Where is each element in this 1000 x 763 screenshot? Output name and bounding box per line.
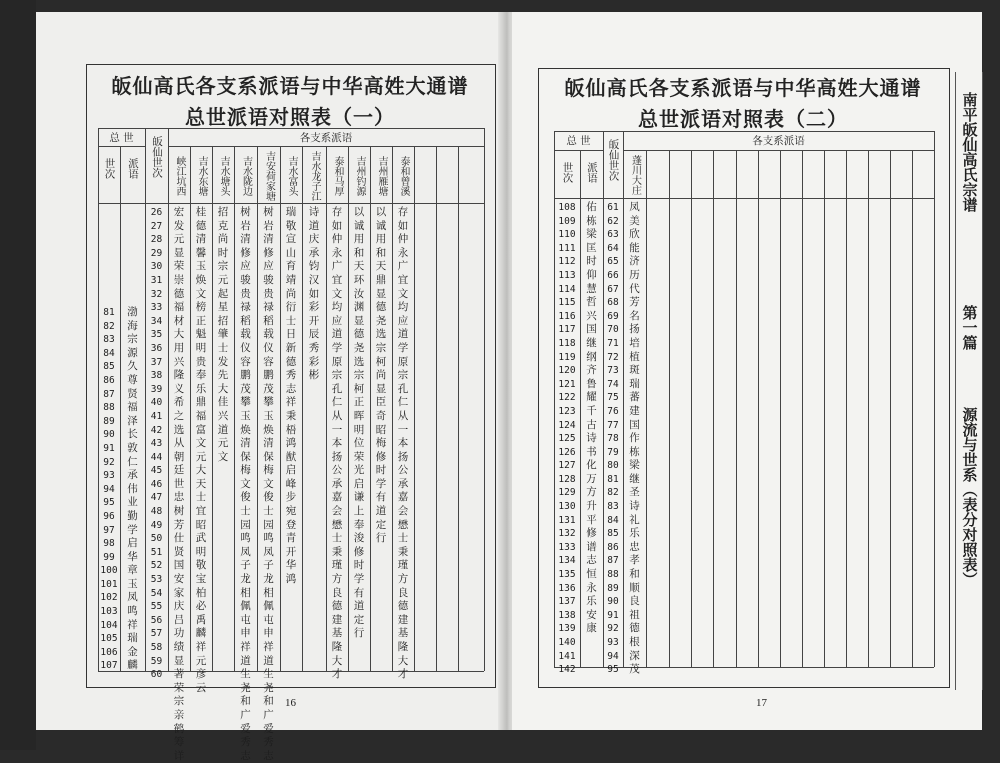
left-header-branches: 各支系派语 xyxy=(299,132,353,144)
right-branch-values-0: 凤美欣能济历代芳名扬培植斑瑞蕃建国作栋梁继圣诗礼乐忠孝和顺良祖德根深茂 xyxy=(629,201,640,676)
book-side-name: 南平皈仙高氏宗谱 xyxy=(960,92,979,212)
left-vline-16 xyxy=(436,146,437,671)
left-branch-header-10: 泰和曾溪 xyxy=(398,155,409,196)
left-branch-values-4: 树岩清修应骏贵禄稻载仪容鹏茂攀玉焕清保梅文俊士园鸣凤子龙相佩屯申祥道生尧和广爱秀志 xyxy=(263,206,274,762)
right-vline-12 xyxy=(802,150,803,667)
right-paiyu-values: 佑栋梁匡时仰慧哲兴国继纲齐鲁耀千古诗书化万方升平修谱志恒永乐安康 xyxy=(586,201,597,635)
left-header-zongshi: 总 世 xyxy=(109,132,134,144)
right-vline-11 xyxy=(780,150,781,667)
left-vline-17 xyxy=(458,146,459,671)
right-col-shici-header: 世次 xyxy=(561,162,574,183)
left-title-line2: 总世派语对照表（一） xyxy=(185,105,395,129)
left-col-shici-header: 世次 xyxy=(103,158,116,179)
right-vline-14 xyxy=(846,150,847,667)
left-vline-13 xyxy=(370,146,371,671)
left-vline-6 xyxy=(212,146,213,671)
right-line-hdr xyxy=(554,198,934,199)
book-side-chapter: 第一篇 xyxy=(960,304,979,350)
left-vline-11 xyxy=(326,146,327,671)
right-vline-18 xyxy=(934,131,935,667)
left-branch-header-5: 吉水富头 xyxy=(286,155,297,196)
right-line-top xyxy=(554,131,934,132)
right-title-line1: 皈仙高氏各支系派语与中华高姓大通谱 xyxy=(564,76,922,100)
left-branch-header-3: 吉水陇边 xyxy=(240,155,252,196)
left-branch-header-7: 泰和马厚 xyxy=(332,155,343,196)
book-side-section: 源流与世系（表分对照表） xyxy=(960,407,979,587)
left-col-paiyu-header: 派语 xyxy=(127,158,139,179)
book-side-title xyxy=(955,72,983,690)
right-header-zongshi: 总 世 xyxy=(566,135,591,147)
right-guixian-values: 61 62 63 64 65 66 67 68 69 70 71 72 73 74 75 76 77 78 79 80 81 82 83 84 85 86 87 88 89 90 91 92 93 94 95 xyxy=(607,202,619,676)
left-branch-values-2: 招克尚时宗元起星招肇士发先大佳兴道元文 xyxy=(217,206,229,463)
right-table-frame xyxy=(538,68,950,688)
right-vline-15 xyxy=(868,150,869,667)
left-vline-9 xyxy=(280,146,281,671)
right-vline-9 xyxy=(736,150,737,667)
right-title xyxy=(538,72,948,132)
left-page-number: 16 xyxy=(285,697,296,709)
right-vline-5 xyxy=(646,150,647,667)
right-title-line2: 总世派语对照表（二） xyxy=(638,107,848,131)
left-branch-values-6: 诗道庆承钧汉如彩开辰秀彩彬 xyxy=(308,206,320,382)
left-line-mid xyxy=(98,146,145,147)
left-branch-values-10: 存如仲永广宜文均应道学原宗孔仁从一本扬公承嘉会懋士秉瑾方良德建基隆大才 xyxy=(397,206,409,681)
left-vline-15 xyxy=(414,146,415,671)
left-line-top xyxy=(98,128,484,129)
left-vline-12 xyxy=(348,146,349,671)
right-vline-1 xyxy=(580,150,581,667)
left-vline-18 xyxy=(484,128,485,671)
left-vline-1 xyxy=(120,146,121,671)
left-branch-values-0: 宏发元显荣崇德福材大用兴隆义希之选从朝廷世忠树芳仕贤国安家庆吕功绩显著荣宗亲鹤筹详 xyxy=(173,206,185,762)
left-shici-values: 81 82 83 84 85 86 87 88 89 90 91 92 93 94 95 96 97 98 99 100 101 102 103 104 105 106 107 xyxy=(100,307,118,672)
left-vline-5 xyxy=(190,146,191,671)
right-vline-8 xyxy=(713,150,714,667)
left-branch-header-2: 吉水塘头 xyxy=(218,155,229,196)
right-vline-16 xyxy=(890,150,891,667)
right-vline-13 xyxy=(824,150,825,667)
right-page-number: 17 xyxy=(756,697,767,709)
left-guixian-values: 26 27 28 29 30 31 32 33 34 35 36 37 38 39 40 41 42 43 44 45 46 47 48 49 50 51 52 53 54 55 56 57 58 59 60 xyxy=(150,207,163,681)
right-col-guixian-header: 皈仙世次 xyxy=(607,139,620,181)
right-col-paiyu-header: 派语 xyxy=(586,162,598,183)
left-branch-header-4: 吉安荷家塘 xyxy=(263,150,275,201)
left-branch-header-8: 吉州钓源 xyxy=(354,155,365,196)
left-vline-7 xyxy=(234,146,235,671)
left-branch-values-9: 以诚用和天鼎显德尧选宗柯尚显臣奇昭梅修时学有道定行 xyxy=(375,206,387,545)
left-branch-header-1: 吉水东塘 xyxy=(196,155,207,196)
right-branch-header-0: 蓬川大庄 xyxy=(629,155,641,195)
left-branch-values-7: 存如仲永广宜文均应道学原宗孔仁从一本扬公承嘉会懋士秉瑾方良德建基隆大才 xyxy=(331,206,343,681)
left-branch-header-6: 吉水龙子江 xyxy=(309,150,320,201)
right-vline-6 xyxy=(669,150,670,667)
left-branch-values-3: 树岩清修应骏贵禄稻载仪容鹏茂攀玉焕清保梅文俊士园鸣凤子龙相佩屯申祥道生尧和广爱秀志 xyxy=(240,206,251,762)
right-vline-4 xyxy=(623,131,624,667)
right-vline-7 xyxy=(691,150,692,667)
left-branch-values-5: 瑞敬宣山育靖尚衍士日新德秀志祥秉梧鸿猷启峰步宛登青开华鸿 xyxy=(285,206,297,586)
left-title xyxy=(86,70,494,130)
left-paiyu-values: 渤海宗源久尊贤福泽长敦仁承伟业勤学启华章玉凤鸣祥瑞金麟 xyxy=(127,306,138,672)
left-branch-values-8: 以诚用和天环汝渊显德尧选宗柯正晖明位荣光启谦上奉浚修时学有道定行 xyxy=(353,206,365,640)
left-vline-14 xyxy=(392,146,393,671)
left-vline-8 xyxy=(257,146,258,671)
left-vline-4 xyxy=(168,128,169,671)
scanner-edge xyxy=(0,0,36,750)
right-vline-10 xyxy=(758,150,759,667)
left-branch-header-9: 吉州雁塘 xyxy=(376,155,387,196)
left-branch-header-0: 峡江坑西 xyxy=(174,155,185,196)
right-vline-17 xyxy=(912,150,913,667)
left-line-hdr xyxy=(98,203,484,204)
right-shici-values: 108 109 110 111 112 113 114 115 116 117 118 119 120 121 122 123 124 125 126 127 128 129 130 131 132 133 134 135 136 137 138 139 140 141 142 xyxy=(558,202,576,676)
left-col-guixian-header: 皈仙世次 xyxy=(151,136,163,178)
right-line-mid xyxy=(554,150,603,151)
right-header-branches: 各支系派语 xyxy=(752,135,805,147)
left-vline-10 xyxy=(302,146,303,671)
left-title-line1: 皈仙高氏各支系派语与中华高姓大通谱 xyxy=(111,74,469,98)
left-branch-values-1: 桂德清馨玉焕文榜正魁明贵奉乐鼎福富文元大天士宜昭武明敬宝柏必禹麟祥元彦云 xyxy=(195,206,207,694)
